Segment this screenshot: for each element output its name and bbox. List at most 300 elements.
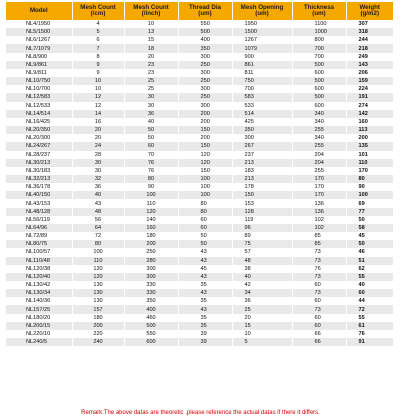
thickness-cell: 600 bbox=[292, 85, 346, 93]
weight-cell: 58 bbox=[346, 224, 393, 232]
mesh-opening-cell: 237 bbox=[232, 151, 292, 159]
thickness-cell: 255 bbox=[292, 126, 346, 134]
mesh-opening-cell: 34 bbox=[232, 289, 292, 297]
thread-dia-cell: 80 bbox=[178, 208, 232, 216]
mesh-opening-cell: 900 bbox=[232, 53, 292, 61]
weight-header: Weight (g/m2) bbox=[346, 2, 393, 20]
model-cell: NL28/237 bbox=[6, 151, 72, 159]
thickness-cell: 1100 bbox=[292, 20, 346, 28]
mesh-count-inch-cell: 18 bbox=[124, 44, 178, 52]
table-row bbox=[6, 305, 393, 313]
mesh-count-inch-header: Mesh Count (/inch) bbox=[124, 2, 178, 20]
thickness-cell: 136 bbox=[292, 199, 346, 207]
thread-dia-cell: 80 bbox=[178, 199, 232, 207]
mesh-opening-cell: 583 bbox=[232, 93, 292, 101]
weight-cell: 46 bbox=[346, 248, 393, 256]
table-row bbox=[6, 338, 393, 346]
mesh-opening-cell: 128 bbox=[232, 208, 292, 216]
model-cell: NL72/89 bbox=[6, 232, 72, 240]
table-header-row bbox=[6, 2, 393, 20]
table-row bbox=[6, 199, 393, 207]
model-cell: NL14/514 bbox=[6, 110, 72, 118]
table-row bbox=[6, 167, 393, 175]
thread-dia-cell: 50 bbox=[178, 232, 232, 240]
mesh-count-inch-cell: 30 bbox=[124, 102, 178, 110]
table-row bbox=[6, 159, 393, 167]
thickness-cell: 255 bbox=[292, 142, 346, 150]
thread-dia-cell: 300 bbox=[178, 102, 232, 110]
model-cell: NL20/350 bbox=[6, 126, 72, 134]
model-cell: NL200/15 bbox=[6, 322, 72, 330]
weight-cell: 45 bbox=[346, 232, 393, 240]
table-row bbox=[6, 126, 393, 134]
mesh-count-inch-cell: 300 bbox=[124, 265, 178, 273]
mesh-count-cm-cell: 12 bbox=[72, 102, 124, 110]
mesh-count-inch-cell: 550 bbox=[124, 330, 178, 338]
mesh-opening-cell: 1950 bbox=[232, 20, 292, 28]
thickness-cell: 73 bbox=[292, 273, 346, 281]
thread-dia-cell: 300 bbox=[178, 85, 232, 93]
thickness-cell: 500 bbox=[292, 93, 346, 101]
weight-cell: 69 bbox=[346, 199, 393, 207]
weight-cell: 101 bbox=[346, 151, 393, 159]
mesh-count-cm-header: Mesh Count (/cm) bbox=[72, 2, 124, 20]
thread-dia-cell: 150 bbox=[178, 167, 232, 175]
weight-cell: 218 bbox=[346, 44, 393, 52]
mesh-opening-cell: 25 bbox=[232, 305, 292, 313]
mesh-count-inch-cell: 50 bbox=[124, 126, 178, 134]
mesh-count-cm-cell: 10 bbox=[72, 77, 124, 85]
mesh-count-cm-cell: 120 bbox=[72, 265, 124, 273]
thickness-cell: 204 bbox=[292, 151, 346, 159]
table-row bbox=[6, 330, 393, 338]
mesh-count-cm-cell: 56 bbox=[72, 216, 124, 224]
model-cell: NL30/213 bbox=[6, 159, 72, 167]
model-cell: NL43/153 bbox=[6, 199, 72, 207]
thickness-cell: 170 bbox=[292, 175, 346, 183]
mesh-count-cm-cell: 16 bbox=[72, 118, 124, 126]
model-cell: NL180/20 bbox=[6, 314, 72, 322]
model-cell: NL9/811 bbox=[6, 69, 72, 77]
weight-cell: 159 bbox=[346, 77, 393, 85]
thread-dia-cell: 200 bbox=[178, 110, 232, 118]
mesh-count-cm-cell: 180 bbox=[72, 314, 124, 322]
mesh-count-inch-cell: 500 bbox=[124, 322, 178, 330]
weight-cell: 274 bbox=[346, 102, 393, 110]
thread-dia-cell: 35 bbox=[178, 322, 232, 330]
mesh-count-inch-cell: 36 bbox=[124, 110, 178, 118]
weight-cell: 40 bbox=[346, 281, 393, 289]
model-cell: NL12/533 bbox=[6, 102, 72, 110]
thickness-cell: 102 bbox=[292, 224, 346, 232]
mesh-opening-cell: 57 bbox=[232, 248, 292, 256]
thread-dia-cell: 200 bbox=[178, 134, 232, 142]
mesh-opening-cell: 267 bbox=[232, 142, 292, 150]
mesh-count-inch-cell: 90 bbox=[124, 183, 178, 191]
mesh-count-cm-cell: 20 bbox=[72, 134, 124, 142]
mesh-count-cm-cell: 200 bbox=[72, 322, 124, 330]
mesh-count-inch-cell: 330 bbox=[124, 281, 178, 289]
model-cell: NL48/128 bbox=[6, 208, 72, 216]
mesh-count-cm-cell: 110 bbox=[72, 257, 124, 265]
model-cell: NL220/10 bbox=[6, 330, 72, 338]
table-row bbox=[6, 175, 393, 183]
mesh-count-inch-cell: 100 bbox=[124, 191, 178, 199]
thread-dia-cell: 550 bbox=[178, 20, 232, 28]
mesh-count-inch-cell: 300 bbox=[124, 273, 178, 281]
weight-cell: 191 bbox=[346, 93, 393, 101]
mesh-opening-cell: 861 bbox=[232, 61, 292, 69]
mesh-opening-cell: 40 bbox=[232, 273, 292, 281]
mesh-count-inch-cell: 600 bbox=[124, 338, 178, 346]
thread-dia-cell: 200 bbox=[178, 118, 232, 126]
weight-cell: 55 bbox=[346, 273, 393, 281]
mesh-opening-cell: 96 bbox=[232, 224, 292, 232]
mesh-count-inch-cell: 25 bbox=[124, 77, 178, 85]
mesh-opening-cell: 89 bbox=[232, 232, 292, 240]
table-row bbox=[6, 183, 393, 191]
weight-cell: 200 bbox=[346, 134, 393, 142]
mesh-count-cm-cell: 30 bbox=[72, 159, 124, 167]
weight-cell: 244 bbox=[346, 36, 393, 44]
thickness-cell: 600 bbox=[292, 102, 346, 110]
table-row bbox=[6, 77, 393, 85]
model-cell: NL24/267 bbox=[6, 142, 72, 150]
thickness-cell: 102 bbox=[292, 216, 346, 224]
mesh-count-cm-cell: 8 bbox=[72, 53, 124, 61]
mesh-opening-cell: 42 bbox=[232, 281, 292, 289]
mesh-opening-cell: 1267 bbox=[232, 36, 292, 44]
weight-cell: 76 bbox=[346, 330, 393, 338]
thickness-cell: 60 bbox=[292, 297, 346, 305]
mesh-count-cm-cell: 130 bbox=[72, 297, 124, 305]
weight-cell: 100 bbox=[346, 191, 393, 199]
mesh-count-inch-cell: 15 bbox=[124, 36, 178, 44]
thread-dia-cell: 150 bbox=[178, 142, 232, 150]
model-cell: NL10/700 bbox=[6, 85, 72, 93]
weight-cell: 110 bbox=[346, 159, 393, 167]
mesh-count-cm-cell: 36 bbox=[72, 183, 124, 191]
mesh-opening-cell: 119 bbox=[232, 216, 292, 224]
thickness-cell: 600 bbox=[292, 69, 346, 77]
thread-dia-cell: 120 bbox=[178, 151, 232, 159]
thickness-cell: 170 bbox=[292, 183, 346, 191]
table-row bbox=[6, 28, 393, 36]
mesh-count-inch-cell: 50 bbox=[124, 134, 178, 142]
table-row bbox=[6, 224, 393, 232]
mesh-opening-cell: 700 bbox=[232, 85, 292, 93]
thread-dia-cell: 43 bbox=[178, 257, 232, 265]
thread-dia-cell: 100 bbox=[178, 191, 232, 199]
thread-dia-cell: 43 bbox=[178, 248, 232, 256]
thickness-cell: 73 bbox=[292, 248, 346, 256]
mesh-count-cm-cell: 9 bbox=[72, 61, 124, 69]
mesh-opening-cell: 750 bbox=[232, 77, 292, 85]
model-cell: NL130/34 bbox=[6, 289, 72, 297]
weight-cell: 135 bbox=[346, 142, 393, 150]
thickness-cell: 66 bbox=[292, 338, 346, 346]
mesh-count-inch-cell: 70 bbox=[124, 151, 178, 159]
table-row bbox=[6, 151, 393, 159]
mesh-count-inch-cell: 80 bbox=[124, 175, 178, 183]
thickness-cell: 136 bbox=[292, 208, 346, 216]
mesh-opening-cell: 183 bbox=[232, 167, 292, 175]
table-row bbox=[6, 93, 393, 101]
mesh-count-cm-cell: 20 bbox=[72, 126, 124, 134]
weight-cell: 142 bbox=[346, 110, 393, 118]
table-row bbox=[6, 53, 393, 61]
table-row bbox=[6, 61, 393, 69]
thread-dia-cell: 39 bbox=[178, 330, 232, 338]
mesh-count-inch-cell: 200 bbox=[124, 240, 178, 248]
model-cell: NL32/213 bbox=[6, 175, 72, 183]
model-cell: NL140/36 bbox=[6, 297, 72, 305]
table-row bbox=[6, 232, 393, 240]
mesh-opening-cell: 1500 bbox=[232, 28, 292, 36]
model-cell: NL56/119 bbox=[6, 216, 72, 224]
table-row bbox=[6, 257, 393, 265]
model-cell: NL5/1500 bbox=[6, 28, 72, 36]
mesh-count-inch-cell: 330 bbox=[124, 289, 178, 297]
mesh-opening-cell: 20 bbox=[232, 314, 292, 322]
mesh-count-inch-cell: 76 bbox=[124, 167, 178, 175]
weight-cell: 51 bbox=[346, 257, 393, 265]
mesh-count-inch-cell: 60 bbox=[124, 142, 178, 150]
table-row bbox=[6, 208, 393, 216]
mesh-count-cm-cell: 72 bbox=[72, 232, 124, 240]
mesh-count-cm-cell: 6 bbox=[72, 36, 124, 44]
thread-dia-cell: 120 bbox=[178, 159, 232, 167]
thread-dia-cell: 43 bbox=[178, 289, 232, 297]
weight-cell: 113 bbox=[346, 126, 393, 134]
table-row bbox=[6, 85, 393, 93]
model-cell: NL8/900 bbox=[6, 53, 72, 61]
model-cell: NL12/583 bbox=[6, 93, 72, 101]
table-row bbox=[6, 110, 393, 118]
thickness-cell: 800 bbox=[292, 36, 346, 44]
thread-dia-cell: 60 bbox=[178, 216, 232, 224]
weight-cell: 307 bbox=[346, 20, 393, 28]
mesh-opening-cell: 533 bbox=[232, 102, 292, 110]
thickness-cell: 60 bbox=[292, 281, 346, 289]
mesh-opening-cell: 300 bbox=[232, 134, 292, 142]
mesh-spec-table bbox=[6, 2, 393, 346]
mesh-count-inch-cell: 30 bbox=[124, 93, 178, 101]
model-header: Model bbox=[6, 2, 72, 20]
thickness-cell: 340 bbox=[292, 118, 346, 126]
mesh-count-cm-cell: 32 bbox=[72, 175, 124, 183]
thread-dia-cell: 39 bbox=[178, 338, 232, 346]
table-row bbox=[6, 265, 393, 273]
mesh-count-inch-cell: 400 bbox=[124, 305, 178, 313]
thread-dia-header: Thread Dia (um) bbox=[178, 2, 232, 20]
mesh-count-inch-cell: 76 bbox=[124, 159, 178, 167]
thread-dia-cell: 35 bbox=[178, 297, 232, 305]
model-cell: NL120/38 bbox=[6, 265, 72, 273]
model-cell: NL7/1079 bbox=[6, 44, 72, 52]
mesh-opening-cell: 38 bbox=[232, 265, 292, 273]
model-cell: NL64/96 bbox=[6, 224, 72, 232]
weight-cell: 91 bbox=[346, 338, 393, 346]
table-row bbox=[6, 289, 393, 297]
thickness-cell: 255 bbox=[292, 167, 346, 175]
mesh-opening-cell: 213 bbox=[232, 159, 292, 167]
thread-dia-cell: 250 bbox=[178, 77, 232, 85]
table-row bbox=[6, 36, 393, 44]
mesh-count-inch-cell: 10 bbox=[124, 20, 178, 28]
thread-dia-cell: 300 bbox=[178, 53, 232, 61]
mesh-count-inch-cell: 20 bbox=[124, 53, 178, 61]
mesh-opening-cell: 48 bbox=[232, 257, 292, 265]
thread-dia-cell: 50 bbox=[178, 240, 232, 248]
table-row bbox=[6, 240, 393, 248]
mesh-spec-table-container bbox=[6, 2, 393, 346]
model-cell: NL130/42 bbox=[6, 281, 72, 289]
thread-dia-cell: 300 bbox=[178, 69, 232, 77]
mesh-count-cm-cell: 130 bbox=[72, 289, 124, 297]
mesh-opening-cell: 350 bbox=[232, 126, 292, 134]
model-cell: NL36/178 bbox=[6, 183, 72, 191]
mesh-count-inch-cell: 23 bbox=[124, 61, 178, 69]
thread-dia-cell: 43 bbox=[178, 273, 232, 281]
table-row bbox=[6, 102, 393, 110]
mesh-count-cm-cell: 5 bbox=[72, 28, 124, 36]
mesh-count-cm-cell: 240 bbox=[72, 338, 124, 346]
thickness-cell: 500 bbox=[292, 77, 346, 85]
thread-dia-cell: 400 bbox=[178, 36, 232, 44]
weight-cell: 61 bbox=[346, 322, 393, 330]
mesh-count-inch-cell: 23 bbox=[124, 69, 178, 77]
mesh-count-inch-cell: 25 bbox=[124, 85, 178, 93]
mesh-count-cm-cell: 80 bbox=[72, 240, 124, 248]
weight-cell: 90 bbox=[346, 183, 393, 191]
table-row bbox=[6, 142, 393, 150]
thickness-cell: 73 bbox=[292, 289, 346, 297]
table-row bbox=[6, 69, 393, 77]
thickness-cell: 700 bbox=[292, 53, 346, 61]
weight-cell: 72 bbox=[346, 305, 393, 313]
mesh-count-cm-cell: 64 bbox=[72, 224, 124, 232]
model-cell: NL4/1950 bbox=[6, 20, 72, 28]
mesh-count-cm-cell: 43 bbox=[72, 199, 124, 207]
mesh-count-cm-cell: 7 bbox=[72, 44, 124, 52]
model-cell: NL40/150 bbox=[6, 191, 72, 199]
thickness-cell: 85 bbox=[292, 240, 346, 248]
thickness-cell: 500 bbox=[292, 61, 346, 69]
table-row bbox=[6, 44, 393, 52]
thickness-cell: 340 bbox=[292, 134, 346, 142]
mesh-count-cm-cell: 220 bbox=[72, 330, 124, 338]
table-row bbox=[6, 191, 393, 199]
weight-cell: 160 bbox=[346, 118, 393, 126]
model-cell: NL110/48 bbox=[6, 257, 72, 265]
model-cell: NL240/5 bbox=[6, 338, 72, 346]
weight-cell: 55 bbox=[346, 314, 393, 322]
weight-cell: 224 bbox=[346, 85, 393, 93]
thread-dia-cell: 350 bbox=[178, 44, 232, 52]
mesh-opening-cell: 15 bbox=[232, 322, 292, 330]
thickness-header: Thickness (um) bbox=[292, 2, 346, 20]
weight-cell: 50 bbox=[346, 240, 393, 248]
model-cell: NL20/300 bbox=[6, 134, 72, 142]
thread-dia-cell: 100 bbox=[178, 183, 232, 191]
thread-dia-cell: 250 bbox=[178, 93, 232, 101]
thickness-cell: 700 bbox=[292, 44, 346, 52]
mesh-opening-cell: 425 bbox=[232, 118, 292, 126]
mesh-opening-cell: 178 bbox=[232, 183, 292, 191]
thickness-cell: 73 bbox=[292, 305, 346, 313]
mesh-count-inch-cell: 460 bbox=[124, 314, 178, 322]
table-row bbox=[6, 20, 393, 28]
mesh-opening-cell: 75 bbox=[232, 240, 292, 248]
thread-dia-cell: 45 bbox=[178, 265, 232, 273]
table-row bbox=[6, 134, 393, 142]
weight-cell: 206 bbox=[346, 69, 393, 77]
table-row bbox=[6, 216, 393, 224]
mesh-count-cm-cell: 9 bbox=[72, 69, 124, 77]
weight-cell: 80 bbox=[346, 175, 393, 183]
mesh-opening-cell: 213 bbox=[232, 175, 292, 183]
thickness-cell: 170 bbox=[292, 191, 346, 199]
table-body bbox=[6, 20, 393, 346]
thickness-cell: 73 bbox=[292, 257, 346, 265]
thickness-cell: 60 bbox=[292, 322, 346, 330]
model-cell: NL10/750 bbox=[6, 77, 72, 85]
mesh-count-cm-cell: 48 bbox=[72, 208, 124, 216]
mesh-count-cm-cell: 30 bbox=[72, 167, 124, 175]
thread-dia-cell: 500 bbox=[178, 28, 232, 36]
mesh-opening-cell: 10 bbox=[232, 330, 292, 338]
weight-cell: 44 bbox=[346, 297, 393, 305]
mesh-opening-cell: 811 bbox=[232, 69, 292, 77]
mesh-count-cm-cell: 130 bbox=[72, 281, 124, 289]
thread-dia-cell: 100 bbox=[178, 175, 232, 183]
mesh-opening-cell: 153 bbox=[232, 199, 292, 207]
mesh-count-cm-cell: 157 bbox=[72, 305, 124, 313]
thread-dia-cell: 250 bbox=[178, 61, 232, 69]
model-cell: NL9/861 bbox=[6, 61, 72, 69]
thickness-cell: 76 bbox=[292, 265, 346, 273]
mesh-count-cm-cell: 4 bbox=[72, 20, 124, 28]
thread-dia-cell: 43 bbox=[178, 305, 232, 313]
table-row bbox=[6, 248, 393, 256]
mesh-count-inch-cell: 180 bbox=[124, 232, 178, 240]
mesh-count-inch-cell: 280 bbox=[124, 257, 178, 265]
mesh-count-inch-cell: 110 bbox=[124, 199, 178, 207]
model-cell: NL100/57 bbox=[6, 248, 72, 256]
thickness-cell: 66 bbox=[292, 330, 346, 338]
mesh-count-cm-cell: 24 bbox=[72, 142, 124, 150]
model-cell: NL120/40 bbox=[6, 273, 72, 281]
model-cell: NL6/1267 bbox=[6, 36, 72, 44]
mesh-count-cm-cell: 28 bbox=[72, 151, 124, 159]
mesh-count-cm-cell: 12 bbox=[72, 93, 124, 101]
weight-cell: 143 bbox=[346, 61, 393, 69]
thickness-cell: 340 bbox=[292, 110, 346, 118]
mesh-count-cm-cell: 14 bbox=[72, 110, 124, 118]
table-row bbox=[6, 297, 393, 305]
thickness-cell: 204 bbox=[292, 159, 346, 167]
mesh-opening-header: Mesh Opening (um) bbox=[232, 2, 292, 20]
table-row bbox=[6, 273, 393, 281]
mesh-count-inch-cell: 13 bbox=[124, 28, 178, 36]
weight-cell: 77 bbox=[346, 208, 393, 216]
table-row bbox=[6, 118, 393, 126]
mesh-opening-cell: 514 bbox=[232, 110, 292, 118]
thickness-cell: 85 bbox=[292, 232, 346, 240]
mesh-opening-cell: 1079 bbox=[232, 44, 292, 52]
mesh-count-cm-cell: 120 bbox=[72, 273, 124, 281]
